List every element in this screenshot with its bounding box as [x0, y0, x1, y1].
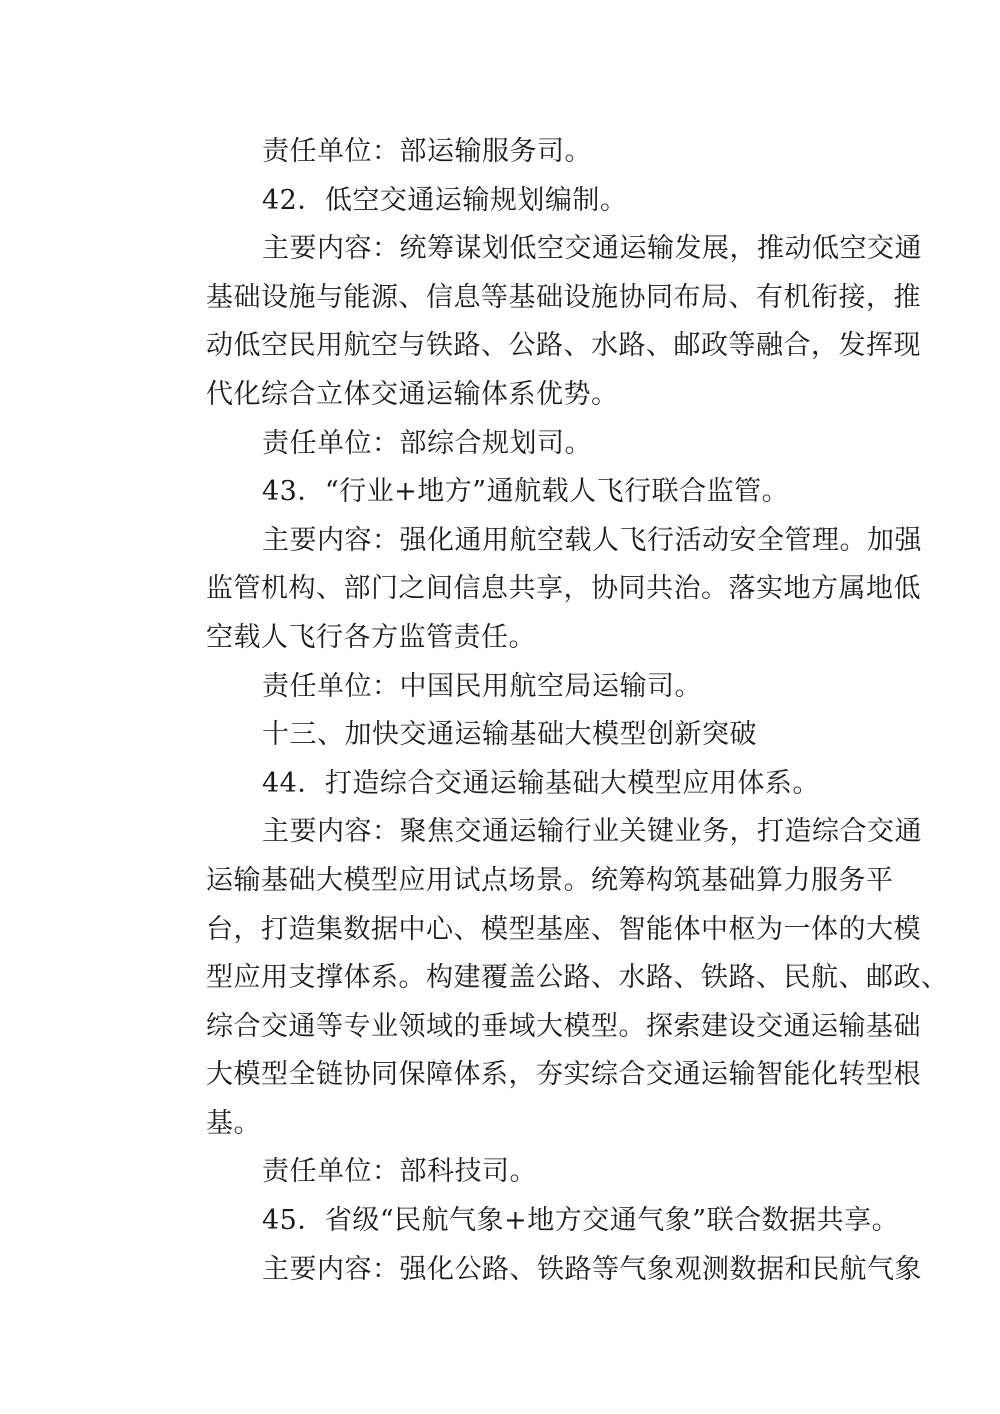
item-42-content	[150, 225, 922, 419]
text-line: 42．低空交通运输规划编制。	[262, 184, 628, 216]
item-42-heading	[150, 177, 856, 226]
text-line: 型应用支撑体系。构建覆盖公路、水路、铁路、民航、邮政、	[206, 962, 949, 994]
text-line: 45．省级“民航气象+地方交通气象”联合数据共享。	[262, 1205, 900, 1237]
section-13-heading	[150, 711, 856, 760]
text-line: 基础设施与能源、信息等基础设施协同布局、有机衔接，推	[206, 281, 921, 313]
text-line: 台，打造集数据中心、模型基座、智能体中枢为一体的大模	[206, 913, 921, 945]
text-line: 责任单位：部科技司。	[262, 1156, 537, 1188]
text-line: 基。	[206, 1107, 261, 1139]
item-45-heading	[150, 1197, 900, 1246]
item-43-responsible-unit	[150, 663, 856, 712]
text-line: 责任单位：部运输服务司。	[262, 136, 592, 167]
text-line: 主要内容：强化通用航空载人飞行活动安全管理。加强	[262, 524, 922, 556]
item-43-content	[150, 517, 922, 663]
item-45-content	[150, 1246, 922, 1295]
text-line: 责任单位：部综合规划司。	[262, 427, 592, 459]
text-line: 大模型全链协同保障体系，夯实综合交通运输智能化转型根	[206, 1059, 921, 1091]
text-line: 十三、加快交通运输基础大模型创新突破	[262, 719, 757, 751]
text-line: 空载人飞行各方监管责任。	[206, 621, 536, 653]
text-line: 主要内容：统筹谋划低空交通运输发展，推动低空交通	[262, 233, 922, 265]
item-43-heading	[150, 468, 856, 517]
responsible-unit-paragraph	[150, 128, 856, 177]
item-44-content	[150, 808, 949, 1148]
text-line: 主要内容：强化公路、铁路等气象观测数据和民航气象	[262, 1253, 922, 1285]
item-44-responsible-unit	[150, 1148, 856, 1197]
text-line: 44．打造综合交通运输基础大模型应用体系。	[262, 767, 820, 799]
text-line: 责任单位：中国民用航空局运输司。	[262, 670, 702, 702]
text-line: 综合交通等专业领域的垂域大模型。探索建设交通运输基础	[206, 1010, 921, 1042]
text-line: 监管机构、部门之间信息共享，协同共治。落实地方属地低	[206, 573, 921, 605]
text-line: 代化综合立体交通运输体系优势。	[206, 378, 619, 410]
text-line: 主要内容：聚焦交通运输行业关键业务，打造综合交通	[262, 816, 922, 848]
item-42-responsible-unit	[150, 420, 856, 469]
text-line: 运输基础大模型应用试点场景。统筹构筑基础算力服务平	[206, 864, 894, 896]
item-44-heading	[150, 760, 856, 809]
text-line: 43．“行业+地方”通航载人飞行联合监管。	[262, 476, 790, 508]
text-line: 动低空民用航空与铁路、公路、水路、邮政等融合，发挥现	[206, 330, 921, 362]
document-body	[150, 128, 949, 1294]
